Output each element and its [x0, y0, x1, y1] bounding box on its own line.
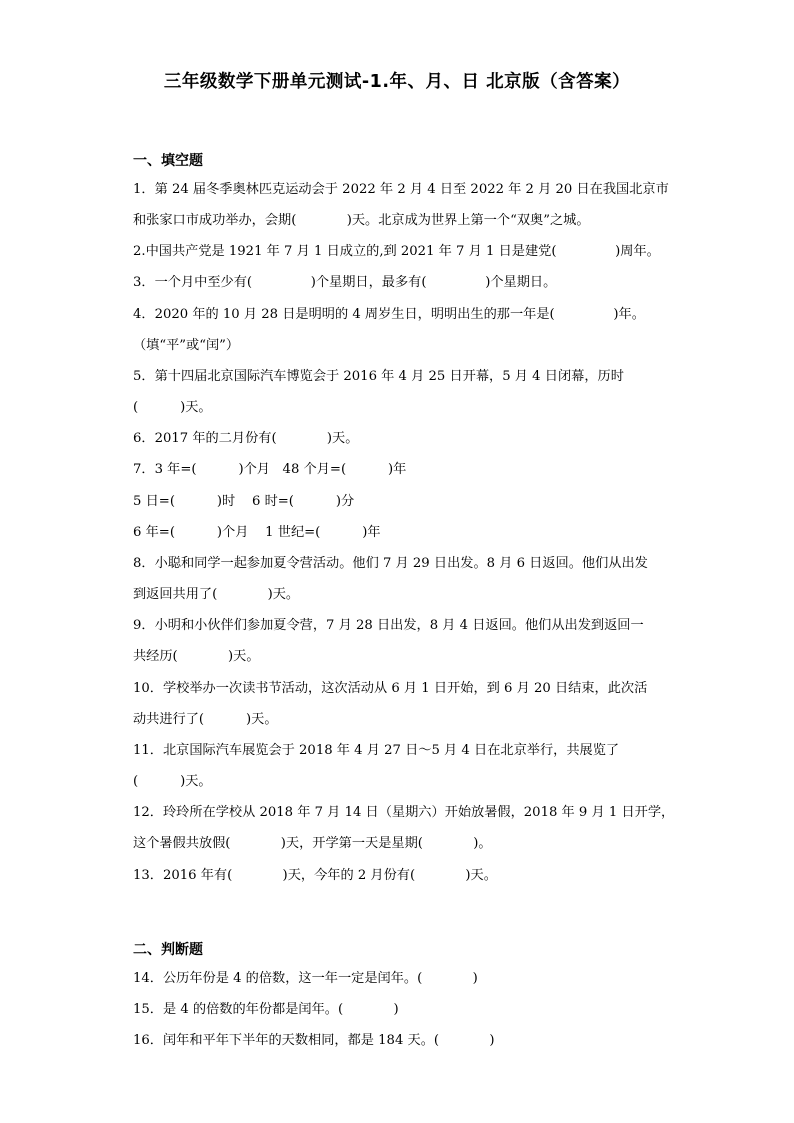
- question-line: 10．学校举办一次读书节活动，这次活动从 6 月 1 日开始，到 6 月 20 日结束，此次活: [133, 681, 648, 696]
- question-line: 动共进行了( )天。: [133, 712, 278, 727]
- question-line: 9．小明和小伙伴们参加夏令营，7 月 28 日出发，8 月 4 日返回。他们从出发到返回一: [133, 618, 644, 633]
- judge-question-line: 15．是 4 的倍数的年份都是闰年。( ): [133, 1002, 399, 1017]
- question-line: 4．2020 年的 10 月 28 日是明明的 4 周岁生日，明明出生的那一年是( )年。: [133, 307, 645, 322]
- question-line: 3．一个月中至少有( )个星期日，最多有( )个星期日。: [133, 275, 557, 290]
- question-line: 8．小聪和同学一起参加夏令营活动。他们 7 月 29 日出发。8 月 6 日返回。他们从出发: [133, 556, 648, 571]
- question-line: 1．第 24 届冬季奥林匹克运动会于 2022 年 2 月 4 日至 2022 年 2 月 20 日在我国北京市: [133, 182, 669, 197]
- question-line: 7．3 年=( )个月 48 个月=( )年: [133, 462, 407, 477]
- question-line: 和张家口市成功举办，会期( )天。北京成为世界上第一个“双奥”之城。: [133, 213, 590, 228]
- question-line: 12．玲玲所在学校从 2018 年 7 月 14 日（星期六）开始放暑假，2018 年 9 月 1 日开学，: [133, 805, 675, 820]
- question-line: ( )天。: [133, 400, 212, 415]
- question-line: 到返回共用了( )天。: [133, 587, 300, 602]
- question-line: 13．2016 年有( )天，今年的 2 月份有( )天。: [133, 868, 497, 883]
- document-title: 三年级数学下册单元测试-1.年、月、日 北京版（含答案）: [163, 72, 631, 92]
- section-heading-fill-in: 一、填空题: [133, 153, 203, 169]
- question-line: 2.中国共产党是 1921 年 7 月 1 日成立的,到 2021 年 7 月 1 日是建党( )周年。: [133, 244, 660, 259]
- section-heading-judgement: 二、判断题: [133, 942, 203, 958]
- question-line: ( )天。: [133, 774, 212, 789]
- question-line: 6 年=( )个月 1 世纪=( )年: [133, 525, 381, 540]
- question-line: 5．第十四届北京国际汽车博览会于 2016 年 4 月 25 日开幕，5 月 4 日闭幕，历时: [133, 369, 624, 384]
- question-line: （填“平”或“闰”）: [133, 338, 240, 353]
- judge-question-line: 16．闰年和平年下半年的天数相同，都是 184 天。( ): [133, 1033, 495, 1048]
- question-line: 11．北京国际汽车展览会于 2018 年 4 月 27 日～5 月 4 日在北京举行，共展览了: [133, 743, 620, 758]
- judge-question-line: 14．公历年份是 4 的倍数，这一年一定是闰年。( ): [133, 971, 478, 986]
- question-line: 5 日=( )时 6 时=( )分: [133, 494, 355, 509]
- question-line: 6．2017 年的二月份有( )天。: [133, 431, 359, 446]
- question-line: 这个暑假共放假( )天，开学第一天是星期( )。: [133, 836, 492, 851]
- question-line: 共经历( )天。: [133, 649, 260, 664]
